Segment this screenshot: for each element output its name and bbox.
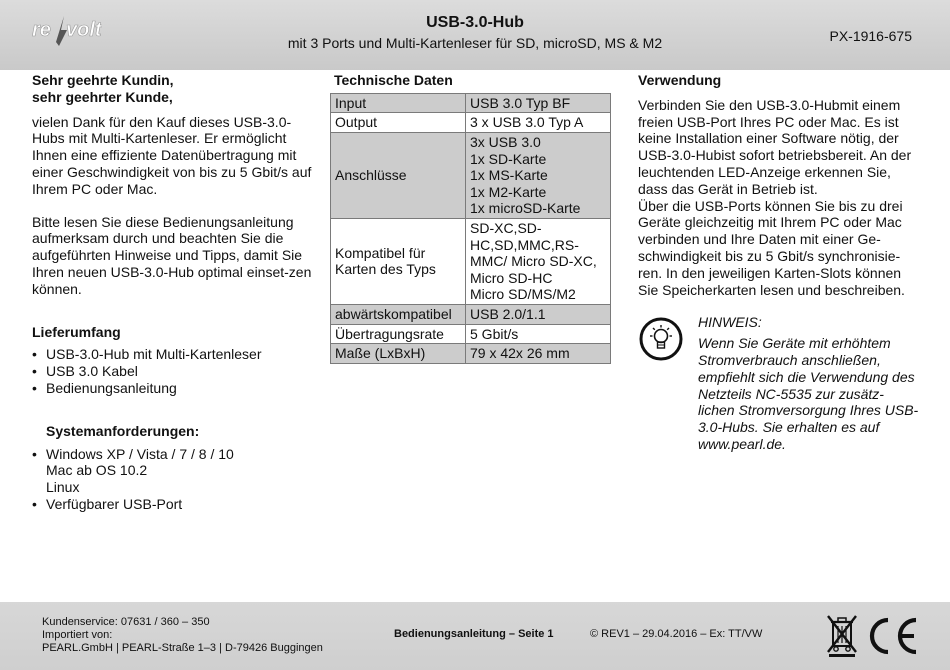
spec-value-line: Micro SD-HC (470, 269, 553, 286)
spec-value-line: 1x M2-Karte (470, 183, 547, 200)
tech-heading: Technische Daten (334, 72, 453, 88)
intro-column (32, 72, 312, 513)
table-row (331, 113, 611, 133)
greeting-line-1: Sehr geehrte Kundin, (32, 72, 174, 88)
footer-contact (42, 616, 323, 655)
note-box (638, 314, 920, 452)
table-row (331, 218, 611, 304)
svg-text:volt: volt (66, 19, 102, 41)
table-row (331, 304, 611, 324)
product-code: PX-1916-675 (829, 28, 912, 44)
usage-paragraph-1: Verbinden Sie den USB-3.0-Hubmit einem freien USB-Port Ihres PC oder Mac. Es ist keine Installation einer Software nötig, der USB-3.0-Hubist sofort betriebsbereit. An der leuchtenden LED-Anzeige erkennen Sie, dass das Gerät in Betrieb ist. (638, 96, 912, 197)
requirements-heading: Systemanforderungen: (46, 422, 200, 439)
usage-column (638, 72, 920, 453)
table-row (331, 344, 611, 364)
greeting-line-2: sehr geehrter Kunde, (32, 88, 173, 105)
spec-value-line: 1x MS-Karte (470, 167, 548, 184)
spec-value (466, 218, 611, 304)
spec-key: Maße (LxBxH) (331, 344, 466, 364)
list-item: • Verfügbarer USB-Port (32, 496, 312, 513)
req-os-mac: Mac ab OS 10.2 (46, 462, 148, 479)
note-text: Wenn Sie Geräte mit erhöhtem Stromverbrauch anschließen, empfiehlt sich die Verwendung des Netzteils NC-5535 zur zusätz-lichen Stromversorgung Ihres USB-3.0-Hubs. Sie erhalten es auf www.pearl.de. (698, 335, 919, 452)
table-row (331, 132, 611, 218)
tech-table (330, 93, 611, 364)
note-content (698, 314, 920, 452)
spec-value (466, 132, 611, 218)
lightbulb-icon (638, 316, 684, 362)
spec-value: 3 x USB 3.0 Typ A (466, 113, 611, 133)
instructions-paragraph: Bitte lesen Sie diese Bedienungsanleitung aufmerksam durch und beachten Sie die aufgeführten Hinweise und Tipps, damit Sie Ihren neuen USB-3.0-Hub optimal einset-zen können. (32, 213, 312, 297)
table-row (331, 93, 611, 113)
list-item: • Bedienungsanleitung (32, 380, 312, 397)
spec-key: Output (331, 113, 466, 133)
spec-value-line: 1x microSD-Karte (470, 200, 581, 217)
spec-value-line: Micro SD/MS/M2 (470, 286, 576, 303)
req-os-windows: • Windows XP / Vista / 7 / 8 / 10 (46, 445, 234, 462)
spec-value: 5 Gbit/s (466, 324, 611, 344)
revision-info: © REV1 – 29.04.2016 – Ex: TT/VW (590, 628, 763, 640)
ce-mark-icon (864, 614, 920, 658)
svg-text:re: re (32, 19, 51, 41)
usage-paragraph-2: Über die USB-Ports können Sie bis zu drei Geräte gleichzeitig mit Ihrem PC oder Mac verbinden und Ihre Daten mit einer Ge-schwindigkeit bis zu 5 Gbit/s synchronisie-ren. In den jeweiligen Karten-Slots können Sie Speicherkarten lesen und beschreiben. (638, 197, 905, 298)
imported-by: Importiert von: (42, 629, 113, 641)
weee-bin-icon (826, 614, 858, 658)
requirements-list (32, 446, 312, 513)
list-item: • USB-3.0-Hub mit Multi-Kartenleser (32, 346, 312, 363)
document-subtitle: mit 3 Ports und Multi-Kartenleser für SD, microSD, MS & M2 (287, 35, 663, 51)
table-row (331, 324, 611, 344)
customer-service: Kundenservice: 07631 / 360 – 350 (42, 616, 210, 628)
document-title: USB-3.0-Hub (426, 14, 524, 31)
spec-key: abwärtskompatibel (331, 304, 466, 324)
spec-value: USB 2.0/1.1 (466, 304, 611, 324)
company-address: PEARL.GmbH | PEARL-Straße 1–3 | D-79426 Buggingen (42, 642, 323, 654)
list-item: • USB 3.0 Kabel (32, 363, 312, 380)
tech-column (330, 72, 612, 364)
page-label: Bedienungsanleitung – Seite 1 (394, 628, 554, 640)
req-os-linux: Linux (46, 479, 80, 496)
spec-value-line: 1x SD-Karte (470, 150, 547, 167)
page-header (0, 0, 950, 70)
spec-value: 79 x 42x 26 mm (466, 344, 611, 364)
scope-heading: Lieferumfang (32, 323, 121, 340)
spec-key: Anschlüsse (331, 132, 466, 218)
scope-list (32, 346, 312, 396)
spec-value: USB 3.0 Typ BF (466, 93, 611, 113)
spec-key: Input (331, 93, 466, 113)
page-footer (0, 602, 950, 670)
intro-paragraph: vielen Dank für den Kauf dieses USB-3.0-Hubs mit Multi-Kartenleser. Er ermöglicht Ihnen eine effiziente Datenübertragung mit einer Geschwindigkeit von bis zu 5 Gbit/s auf Ihrem PC oder Mac. (32, 113, 312, 197)
spec-key: Übertragungsrate (331, 324, 466, 344)
usage-heading: Verwendung (638, 72, 722, 88)
list-item (32, 446, 312, 496)
spec-key: Kompatibel für Karten des Typs (331, 218, 466, 304)
spec-value-line: 3x USB 3.0 (470, 133, 541, 150)
spec-value-line: SD-XC,SD-HC,SD,MMC,RS-MMC/ Micro SD-XC, (470, 219, 597, 270)
note-heading: HINWEIS: (698, 314, 762, 331)
